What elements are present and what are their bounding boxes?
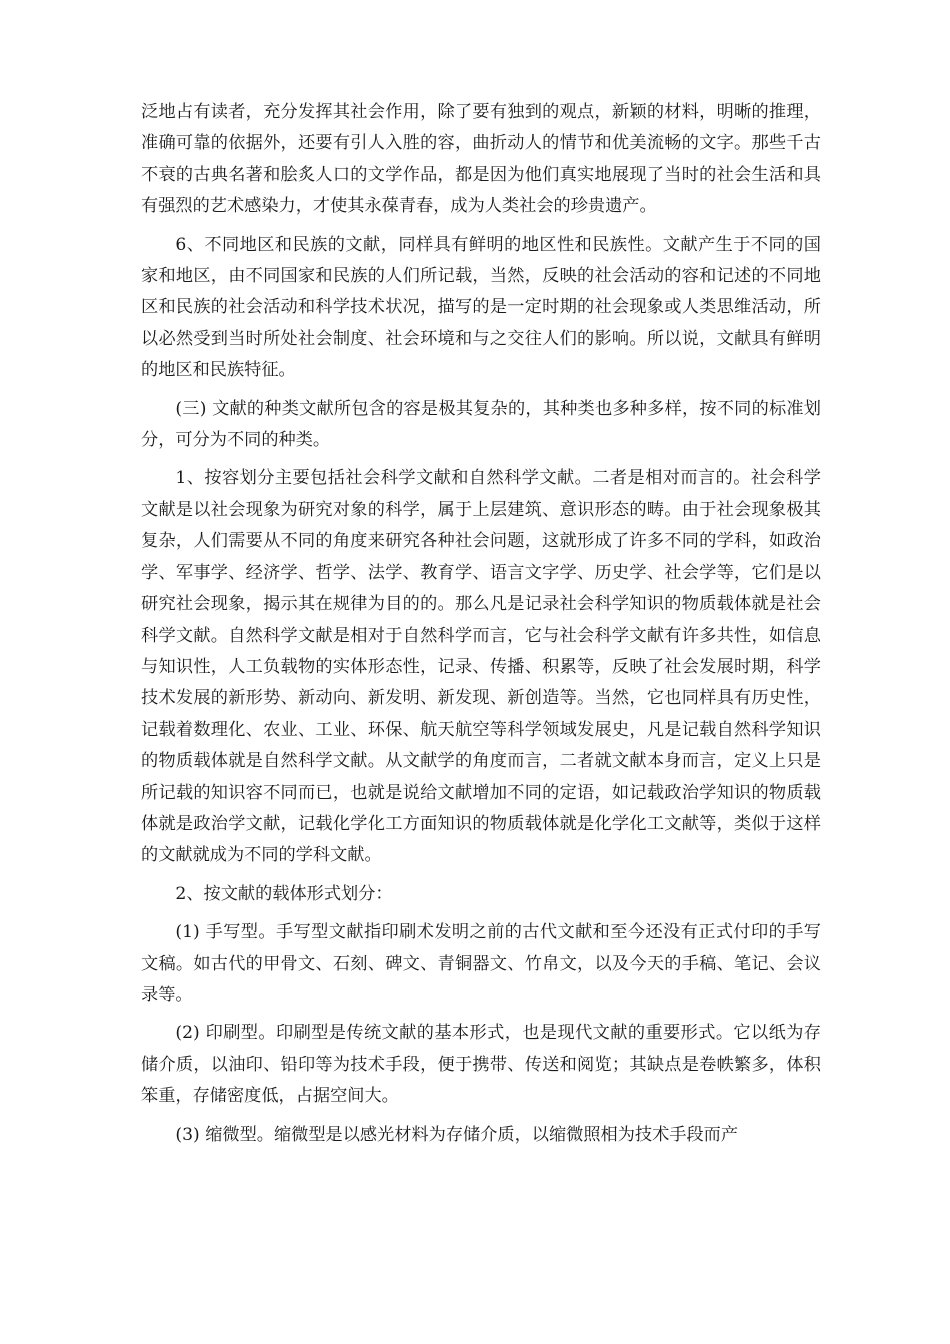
- paragraph-subitem-2: (2) 印刷型。印刷型是传统文献的基本形式，也是现代文献的重要形式。它以纸为存储介质，以油印、铅印等为技术手段，便于携带、传送和阅览；其缺点是卷帙繁多，体积笨重，存储密度低，占据空间大。: [141, 1023, 821, 1107]
- paragraph-subitem-1: (1) 手写型。手写型文献指印刷术发明之前的古代文献和至今还没有正式付印的手写文稿。如古代的甲骨文、石刻、碑文、青铜器文、竹帛文，以及今天的手稿、笔记、会议录等。: [141, 922, 821, 1005]
- paragraph-subitem-3: (3) 缩微型。缩微型是以感光材料为存储介质，以缩微照相为技术手段而产: [175, 1124, 739, 1145]
- document-body: [141, 97, 821, 1158]
- paragraph-item-6: 6、不同地区和民族的文献，同样具有鲜明的地区性和民族性。文献产生于不同的国家和地区，由不同国家和民族的人们所记载，当然，反映的社会活动的容和记述的不同地区和民族的社会活动和科学技术状况，描写的是一定时期的社会现象或人类思维活动，所以必然受到当时所处社会制度、社会环境和与之交往人们的影响。所以说，文献具有鲜明的地区和民族特征。: [141, 234, 821, 381]
- paragraph-item-2: 2、按文献的载体形式划分：: [175, 883, 393, 904]
- paragraph-section-3: (三) 文献的种类文献所包含的容是极其复杂的，其种类也多种多样，按不同的标准划分，可分为不同的种类。: [141, 398, 821, 451]
- paragraph-item-1: 1、按容划分主要包括社会科学文献和自然科学文献。二者是相对而言的。社会科学文献是以社会现象为研究对象的科学，属于上层建筑、意识形态的畴。由于社会现象极其复杂，人们需要从不同的角度来研究各种社会问题，这就形成了许多不同的学科，如政治学、军事学、经济学、哲学、法学、教育学、语言文字学、历史学、社会学等，它们是以研究社会现象，揭示其在规律为目的的。那么凡是记录社会科学知识的物质载体就是社会科学文献。自然科学文献是相对于自然科学而言，它与社会科学文献有许多共性，如信息与知识性，人工负载物的实体形态性，记录、传播、积累等，反映了社会发展时期，科学技术发展的新形势、新动向、新发明、新发现、新创造等。当然，它也同样具有历史性，记载着数理化、农业、工业、环保、航天航空等科学领域发展史，凡是记载自然科学知识的物质载体就是自然科学文献。从文献学的角度而言，二者就文献本身而言，定义上只是所记载的知识容不同而已，也就是说给文献增加不同的定语，如记载政治学知识的物质载体就是政治学文献，记载化学化工方面知识的物质载体就是化学化工文献等，类似于这样的文献就成为不同的学科文献。: [141, 468, 821, 866]
- paragraph-continuation: 泛地占有读者，充分发挥其社会作用，除了要有独到的观点，新颖的材料，明晰的推理，准确可靠的依据外，还要有引人入胜的容，曲折动人的情节和优美流畅的文字。那些千古不衰的古典名著和脍炙人口的文学作品，都是因为他们真实地展现了当时的社会生活和具有强烈的艺术感染力，才使其永葆青春，成为人类社会的珍贵遗产。: [141, 102, 821, 217]
